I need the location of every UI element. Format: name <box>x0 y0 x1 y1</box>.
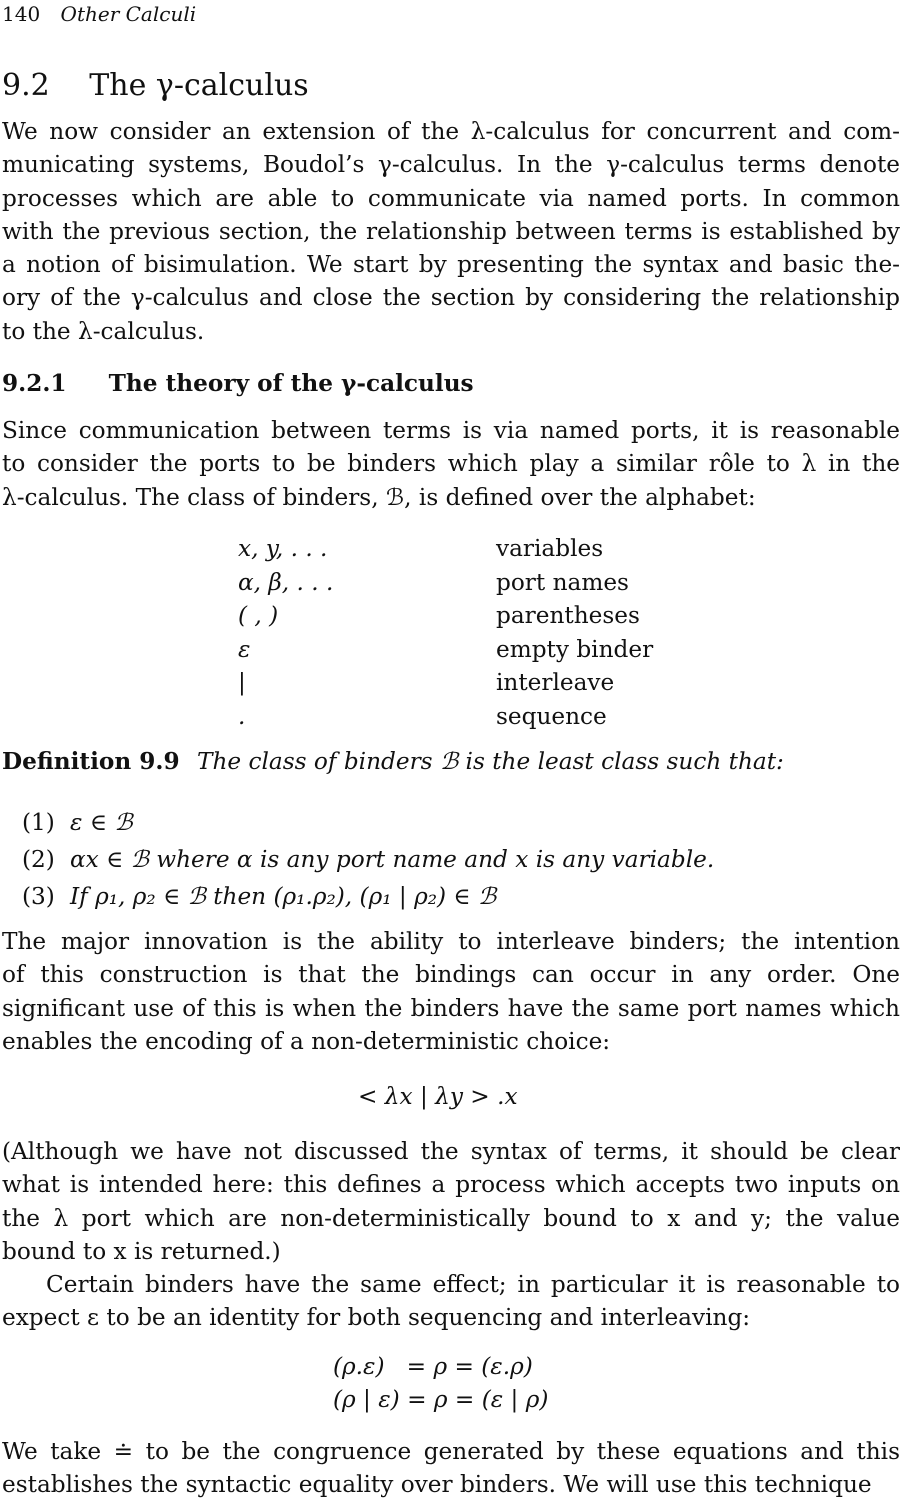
definition-items <box>22 804 714 915</box>
definition-heading: Definition 9.9 <box>2 748 180 775</box>
text-line: what is intended here: this defines a process which accepts two inputs on <box>2 1171 900 1199</box>
item-text: If ρ₁, ρ₂ ∈ ℬ then (ρ₁.ρ₂), (ρ₁ | ρ₂) ∈ ℬ <box>70 883 497 910</box>
subsection-title: The theory of the γ-calculus <box>108 370 474 397</box>
text-line: processes which are able to communicate via named ports. In common <box>2 184 900 212</box>
alphabet-meaning: interleave <box>496 669 615 696</box>
alphabet-meaning: empty binder <box>496 635 654 663</box>
identity-equations <box>333 1350 548 1416</box>
certain-paragraph <box>2 1268 900 1335</box>
alphabet-meaning: variables <box>496 535 604 562</box>
item-text: ε ∈ ℬ <box>70 809 133 836</box>
alphabet-meaning: parentheses <box>496 602 640 629</box>
alphabet-symbol: ( , ) <box>238 602 279 629</box>
alphabet-symbol: . <box>238 702 246 730</box>
text-line: We take ≐ to be the congruence generated by these equations and this <box>2 1438 900 1465</box>
section-title: The γ-calculus <box>89 68 309 103</box>
alphabet-symbol: ε <box>238 635 251 663</box>
text-line: λ-calculus. The class of binders, ℬ, is defined over the alphabet: <box>2 483 756 511</box>
item-text: αx ∈ ℬ where α is any port name and x is any variable. <box>70 846 715 873</box>
text-line: ory of the γ-calculus and close the section by considering the relationship <box>2 284 900 312</box>
intro-paragraph <box>2 115 900 348</box>
alphabet-row <box>238 599 653 633</box>
equation-line: (ρ | ε) = ρ = (ε | ρ) <box>333 1386 549 1413</box>
alphabet-row <box>238 532 653 566</box>
definition-item <box>22 878 714 915</box>
definition-item <box>22 804 714 841</box>
text-line: expect ε to be an identity for both sequencing and interleaving: <box>2 1304 751 1332</box>
aside-paragraph <box>2 1135 900 1268</box>
text-line: The major innovation is the ability to interleave binders; the intention <box>2 928 900 955</box>
item-label: (1) <box>22 809 55 836</box>
alphabet-meaning: port names <box>496 568 629 596</box>
text-line: significant use of this is when the binders have the same port names which <box>2 994 900 1022</box>
text-line: establishes the syntactic equality over binders. We will use this technique <box>2 1471 872 1499</box>
text-line: the λ port which are non-deterministically bound to x and y; the value <box>2 1204 900 1232</box>
item-label: (2) <box>22 846 55 873</box>
alphabet-row <box>238 633 653 667</box>
alphabet-symbol: | <box>238 669 246 696</box>
innovation-paragraph <box>2 925 900 1058</box>
text-line: to the λ-calculus. <box>2 317 205 345</box>
text-line: enables the encoding of a non-deterministic choice: <box>2 1027 611 1055</box>
alphabet-meaning: sequence <box>496 702 607 730</box>
definition-block <box>2 748 784 775</box>
alphabet-table <box>238 532 653 733</box>
alphabet-row <box>238 666 653 700</box>
definition-statement: The class of binders ℬ is the least class such that: <box>197 748 784 775</box>
text-line: Since communication between terms is via named ports, it is reasonable <box>2 417 900 444</box>
subsection-number: 9.2.1 <box>2 370 67 397</box>
text-line: (Although we have not discussed the syntax of terms, it should be clear <box>2 1138 900 1165</box>
text-line: Certain binders have the same effect; in particular it is reasonable to <box>46 1271 900 1298</box>
text-line: with the previous section, the relationship between terms is established by <box>2 217 900 245</box>
text-line: We now consider an extension of the λ-calculus for concurrent and com- <box>2 118 900 145</box>
alphabet-symbol: α, β, . . . <box>238 568 334 596</box>
alphabet-row <box>238 566 653 600</box>
subsection-heading <box>2 370 474 397</box>
definition-item <box>22 841 714 878</box>
page-number: 140 <box>2 2 41 26</box>
alphabet-symbol: x, y, . . . <box>238 535 328 562</box>
choice-formula: < λx | λy > .x <box>358 1083 518 1110</box>
text-line: municating systems, Boudol’s γ-calculus. In the γ-calculus terms denote <box>2 151 900 179</box>
section-number: 9.2 <box>2 68 50 103</box>
text-line: a notion of bisimulation. We start by presenting the syntax and basic the- <box>2 251 900 279</box>
text-line: to consider the ports to be binders which play a similar rôle to λ in the <box>2 450 900 478</box>
binders-paragraph <box>2 414 900 514</box>
section-heading <box>2 68 309 103</box>
item-label: (3) <box>22 883 55 910</box>
congruence-paragraph <box>2 1435 900 1502</box>
text-line: bound to x is returned.) <box>2 1237 281 1265</box>
running-head <box>2 2 196 26</box>
chapter-title: Other Calculi <box>60 2 197 26</box>
text-line: of this construction is that the bindings can occur in any order. One <box>2 961 900 989</box>
equation-line: (ρ.ε) = ρ = (ε.ρ) <box>333 1353 533 1380</box>
alphabet-row <box>238 700 653 734</box>
